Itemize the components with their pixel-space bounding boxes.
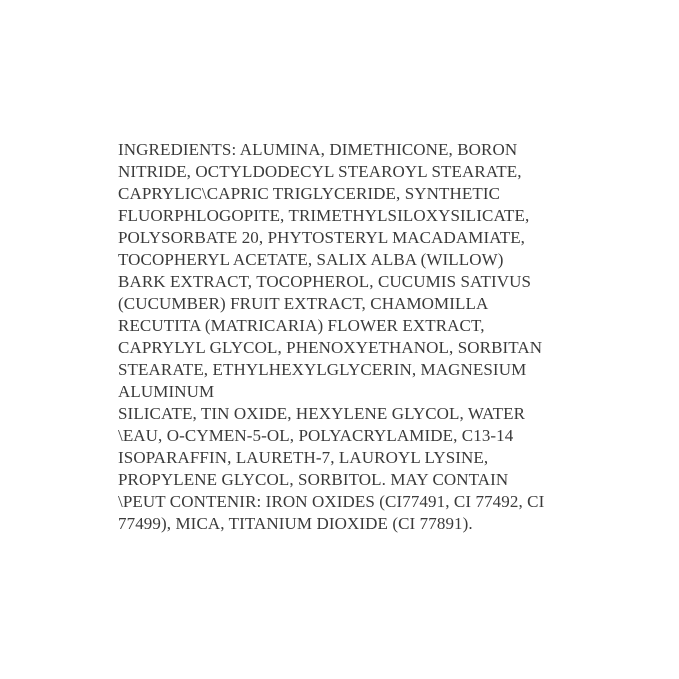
ingredients-line: ISOPARAFFIN, LAURETH-7, LAUROYL LYSINE, [118, 448, 489, 467]
ingredients-line: FLUORPHLOGOPITE, TRIMETHYLSILOXYSILICATE, [118, 206, 530, 225]
ingredients-line: SILICATE, TIN OXIDE, HEXYLENE GLYCOL, WATER [118, 404, 526, 423]
ingredients-line: TOCOPHERYL ACETATE, SALIX ALBA (WILLOW) [118, 250, 504, 269]
ingredients-line: RECUTITA (MATRICARIA) FLOWER EXTRACT, [118, 316, 485, 335]
ingredients-line: CAPRYLIC\CAPRIC TRIGLYCERIDE, SYNTHETIC [118, 184, 501, 203]
ingredients-line: CAPRYLYL GLYCOL, PHENOXYETHANOL, SORBITAN [118, 338, 543, 357]
ingredients-line: PROPYLENE GLYCOL, SORBITOL. MAY CONTAIN [118, 470, 509, 489]
ingredients-line: NITRIDE, OCTYLDODECYL STEAROYL STEARATE, [118, 162, 522, 181]
ingredients-line: \EAU, O-CYMEN-5-OL, POLYACRYLAMIDE, C13-14 [118, 426, 514, 445]
ingredients-line: INGREDIENTS: ALUMINA, DIMETHICONE, BORON [118, 140, 518, 159]
ingredients-line: (CUCUMBER) FRUIT EXTRACT, CHAMOMILLA [118, 294, 489, 313]
ingredients-line: \PEUT CONTENIR: IRON OXIDES (CI77491, CI 77492, CI [118, 492, 545, 511]
ingredients-line: POLYSORBATE 20, PHYTOSTERYL MACADAMIATE, [118, 228, 526, 247]
ingredients-line: BARK EXTRACT, TOCOPHEROL, CUCUMIS SATIVUS [118, 272, 532, 291]
ingredients-line: STEARATE, ETHYLHEXYLGLYCERIN, MAGNESIUM [118, 360, 527, 379]
ingredients-text-block [118, 139, 588, 535]
ingredients-line: 77499), MICA, TITANIUM DIOXIDE (CI 77891). [118, 514, 473, 533]
ingredients-line: ALUMINUM [118, 382, 215, 401]
